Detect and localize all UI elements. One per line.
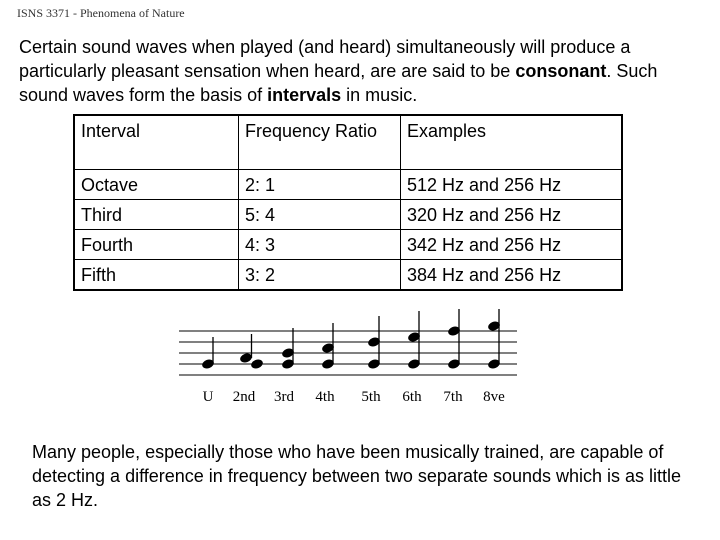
label-2nd: 2nd xyxy=(232,389,256,405)
intro-paragraph xyxy=(19,35,709,107)
header-frequency-ratio: Frequency Ratio xyxy=(239,115,401,170)
ratio-cell: 4: 3 xyxy=(239,230,401,260)
closing-paragraph: Many people, especially those who have been musically trained, are capable of detecting a difference in frequency between two separate sounds which is as little as 2 Hz. xyxy=(32,442,682,510)
interval-cell: Third xyxy=(74,200,239,230)
table-header-row xyxy=(74,115,622,170)
ratio-cell: 5: 4 xyxy=(239,200,401,230)
header-interval: Interval xyxy=(74,115,239,170)
interval-cell: Fifth xyxy=(74,260,239,291)
table-row xyxy=(74,230,622,260)
ratio-cell: 3: 2 xyxy=(239,260,401,291)
course-header: ISNS 3371 - Phenomena of Nature xyxy=(17,6,185,20)
header-examples: Examples xyxy=(401,115,623,170)
label-3rd: 3rd xyxy=(274,389,294,405)
intro-text-1: Certain sound waves when played (and heard) simultaneously will produce a particularly pleasant sensation when heard, are are said to be xyxy=(19,37,631,81)
example-cell: 384 Hz and 256 Hz xyxy=(401,260,623,291)
fifth-chord xyxy=(367,316,381,370)
intro-text-2: . Such sound waves form the basis of xyxy=(19,61,658,105)
label-6th: 6th xyxy=(402,389,422,405)
table-row xyxy=(74,200,622,230)
term-intervals: intervals xyxy=(267,85,342,105)
table-row xyxy=(74,260,622,291)
sixth-chord xyxy=(407,311,421,370)
label-unison: U xyxy=(202,389,214,405)
example-cell: 512 Hz and 256 Hz xyxy=(401,170,623,200)
seventh-chord xyxy=(447,309,461,370)
label-7th: 7th xyxy=(443,389,463,405)
example-cell: 342 Hz and 256 Hz xyxy=(401,230,623,260)
staff-lines xyxy=(179,331,517,375)
second-chord xyxy=(239,334,264,370)
interval-labels xyxy=(203,389,506,405)
intervals-table xyxy=(73,114,623,291)
example-cell: 320 Hz and 256 Hz xyxy=(401,200,623,230)
label-5th: 5th xyxy=(361,389,381,405)
third-chord xyxy=(281,328,295,370)
ratio-cell: 2: 1 xyxy=(239,170,401,200)
octave-chord xyxy=(487,309,501,370)
music-staff-svg xyxy=(176,306,520,410)
term-consonant: consonant xyxy=(515,61,607,81)
interval-cell: Octave xyxy=(74,170,239,200)
label-4th: 4th xyxy=(315,389,335,405)
intro-text-3: in music. xyxy=(341,85,418,105)
interval-cell: Fourth xyxy=(74,230,239,260)
fourth-chord xyxy=(321,323,335,370)
music-staff-figure xyxy=(176,306,520,410)
label-8ve: 8ve xyxy=(483,389,505,405)
table-row xyxy=(74,170,622,200)
